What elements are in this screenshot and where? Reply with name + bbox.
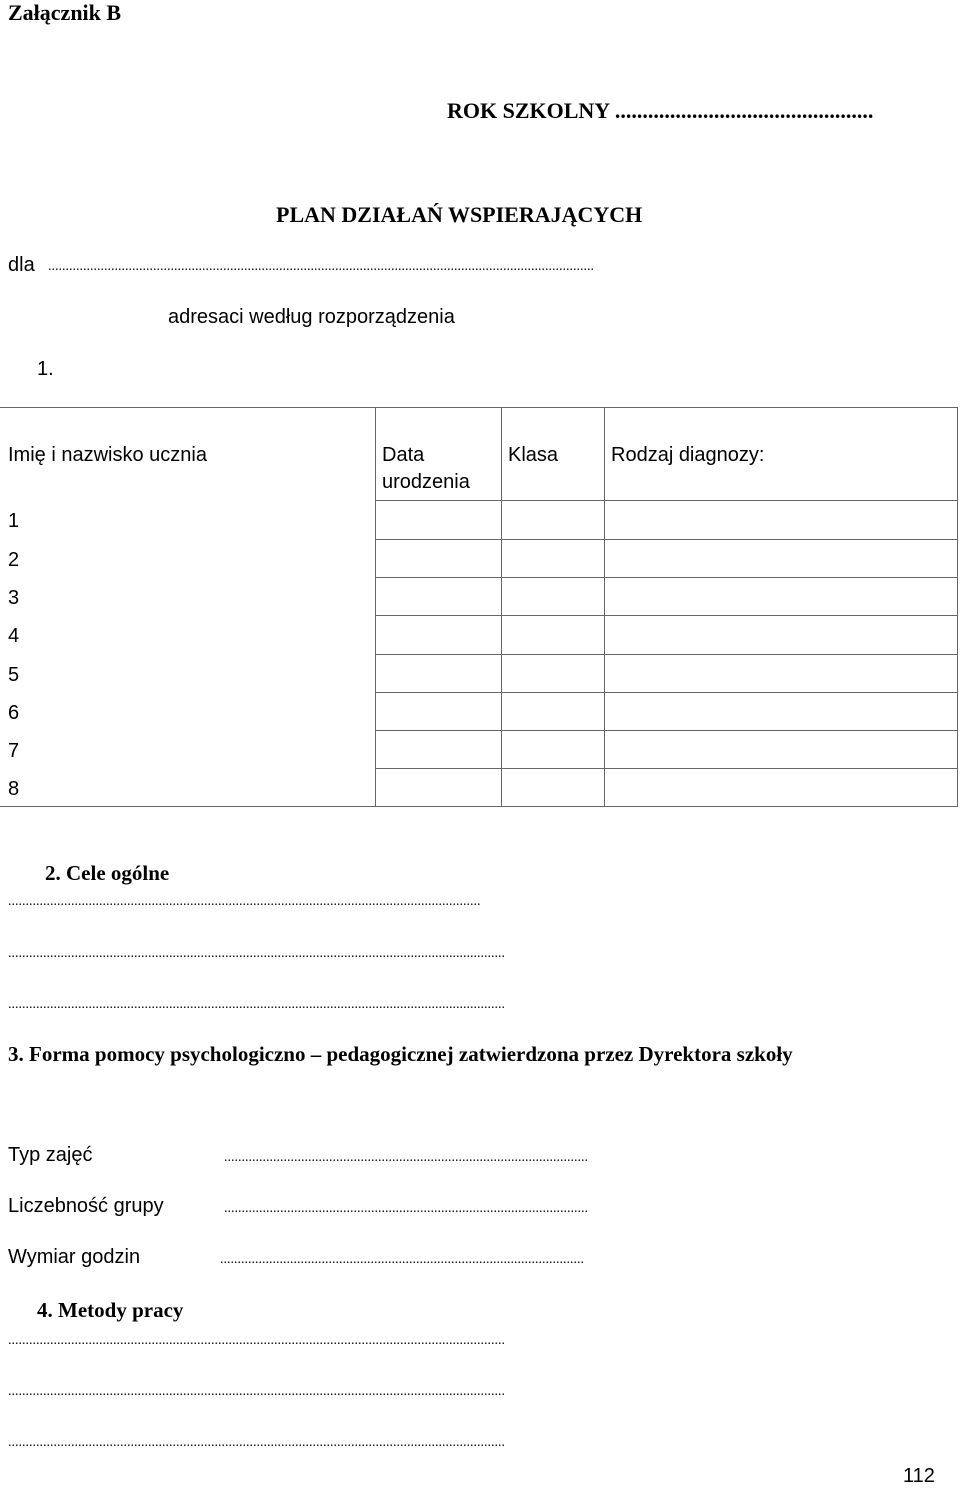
table-row-number: 5 [8,664,20,686]
section2-title: 2. Cele ogólne [45,861,170,885]
table-row-divider [375,654,957,655]
table-row-divider [375,539,957,540]
students-table [0,407,958,807]
addressees-label: adresaci według rozporządzenia [168,306,455,328]
table-row-divider [375,615,957,616]
table-row-divider [375,577,957,578]
goals-line: .............................................................................................................................................. [8,946,505,961]
table-row-divider [375,500,957,501]
header-birth-date-line1: Data [382,444,425,466]
annex-label: Załącznik B [8,0,122,25]
header-birth-date-line2: urodzenia [382,471,470,493]
table-column-divider [501,408,502,806]
plan-title: PLAN DZIAŁAŃ WSPIERAJĄCYCH [276,202,643,227]
field-dots-activity-type: ........................................................................................................ [224,1150,588,1165]
field-dots-hours: ........................................................................................................ [220,1252,584,1267]
table-row-divider [375,730,957,731]
methods-line: .............................................................................................................................................. [8,1384,505,1399]
section1-number: 1. [37,358,54,380]
table-row-number: 8 [8,778,20,800]
table-row-number: 6 [8,702,20,724]
for-label: dla [8,254,35,276]
page-number: 112 [903,1465,935,1487]
table-row-divider [375,768,957,769]
school-year: ROK SZKOLNY ............................................... [447,98,874,123]
section3-title: 3. Forma pomocy psychologiczno – pedagogicznej zatwierdzona przez Dyrektora szkoły [8,1042,793,1066]
field-label-activity-type: Typ zajęć [8,1144,93,1166]
table-row-number: 3 [8,587,20,609]
field-label-group-size: Liczebność grupy [8,1195,164,1217]
goals-line: .............................................................................................................................................. [8,997,505,1012]
table-row-number: 4 [8,625,20,647]
section4-title: 4. Metody pracy [37,1298,184,1322]
table-column-divider [604,408,605,806]
table-row-number: 2 [8,549,20,571]
table-row-divider [375,692,957,693]
table-column-divider [375,408,376,806]
methods-line: .............................................................................................................................................. [8,1435,505,1450]
for-dots: ............................................................................................................................................................ [48,259,594,274]
table-row-number: 1 [8,510,20,532]
header-student-name: Imię i nazwisko ucznia [8,444,207,466]
header-diagnosis: Rodzaj diagnozy: [611,444,765,466]
goals-line: ....................................................................................................................................... [8,894,481,909]
header-class: Klasa [508,444,559,466]
field-dots-group-size: ........................................................................................................ [224,1201,588,1216]
table-row-number: 7 [8,740,20,762]
field-label-hours: Wymiar godzin [8,1246,141,1268]
methods-line: .............................................................................................................................................. [8,1333,505,1348]
